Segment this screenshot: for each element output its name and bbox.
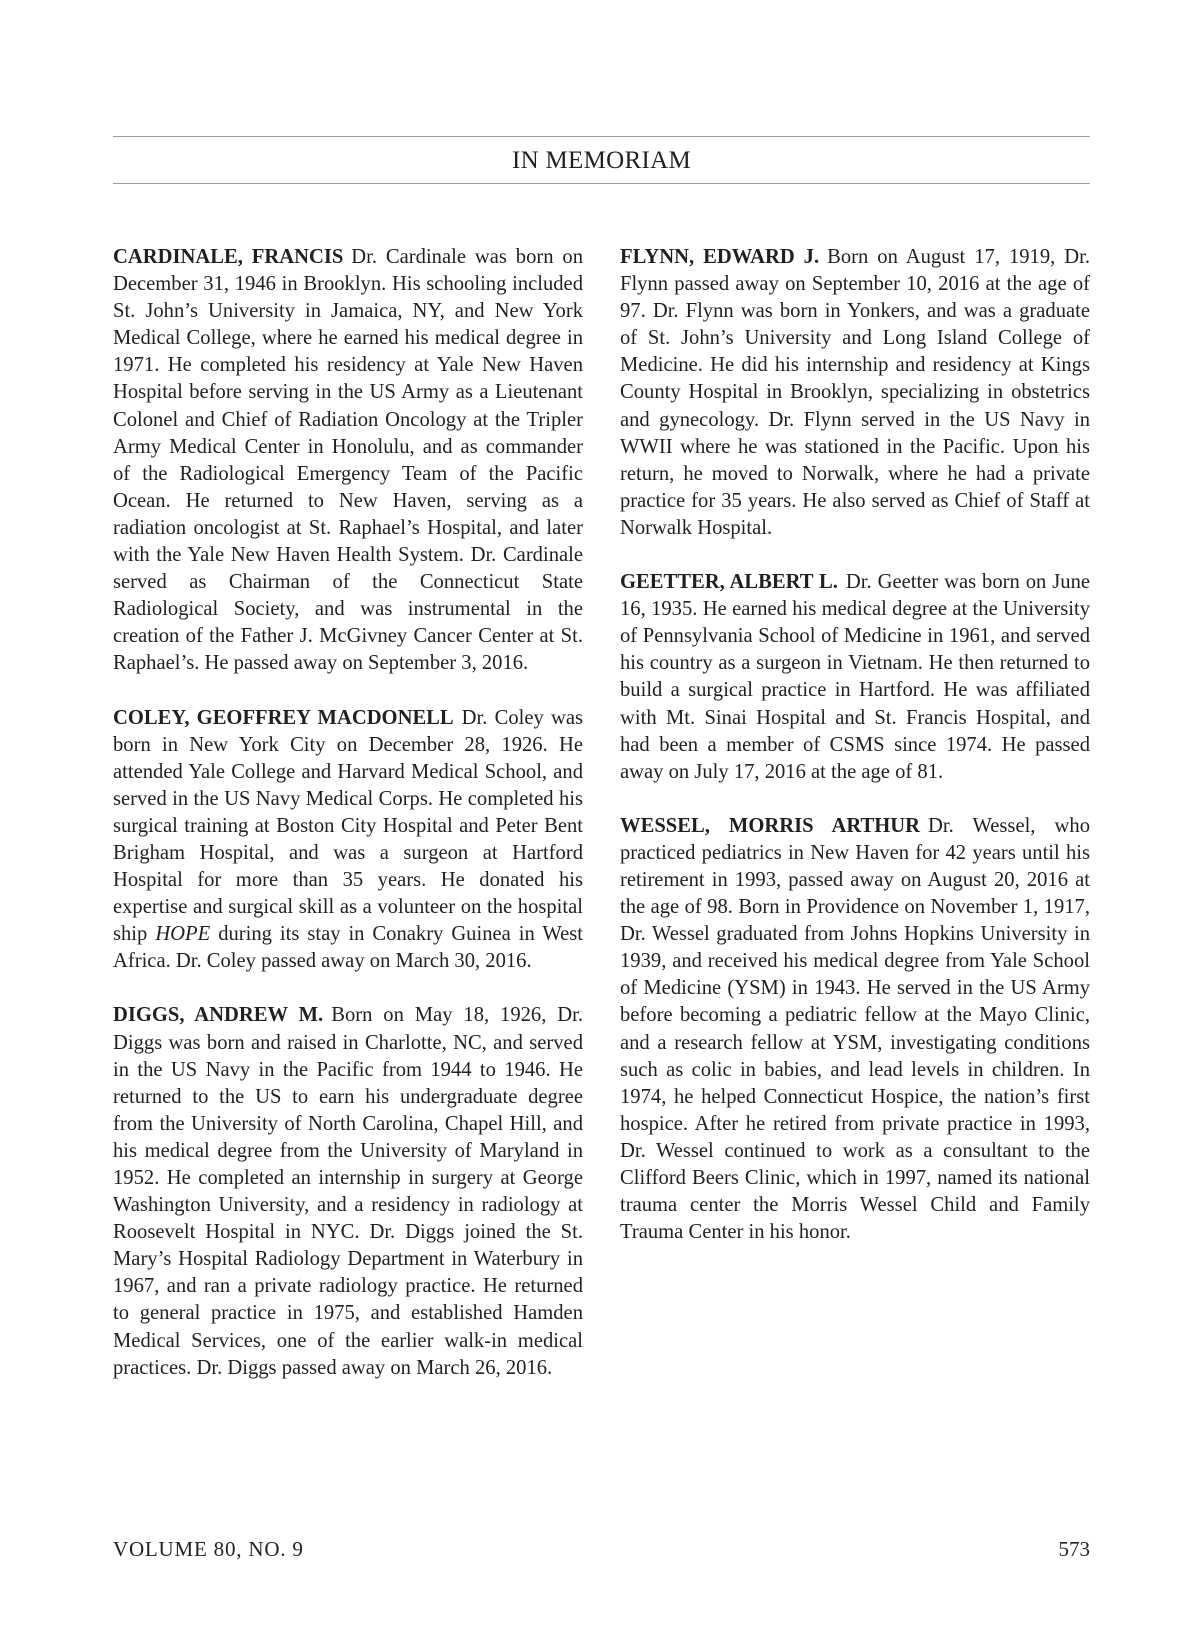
obituary-text-continued: during its stay in Conakry Guinea in West Africa. Dr. Coley passed away on March 30, 2016. bbox=[113, 923, 584, 973]
obituary-text: Dr. Coley was born in New York City on December 28, 1926. He attended Yale College and Harvard Medical School, and served in the US Navy Medical Corps. He completed his surgical training at Boston City Hospital and Peter Bent Brigham Hospital, and was a surgeon at Hartford Hospital for more than 35 years. He donated his expertise and surgical skill as a volunteer on the hospital ship bbox=[113, 706, 583, 946]
obituary-entry-cardinale bbox=[113, 244, 583, 678]
obituary-name: DIGGS, ANDREW M. bbox=[113, 1004, 324, 1027]
obituary-name: CARDINALE, FRANCIS bbox=[113, 246, 344, 268]
obituary-name: FLYNN, EDWARD J. bbox=[620, 246, 820, 268]
obituary-entry-wessel bbox=[620, 813, 1090, 1247]
obituary-text: Dr. Cardinale was born on December 31, 1946 in Brooklyn. His schooling included St. John’s University in Jamaica, NY, and New York Medical College, where he earned his medical degree in 1971. He completed his residency at Yale New Haven Hospital before serving in the US Army as a Lieutenant Colonel and Chief of Radiation Oncology at the Tripler Army Medical Center in Honolulu, and as commander of the Radiological Emergency Team of the Pacific Ocean. He returned to New Haven, serving as a radiation oncologist at St. Raphael’s Hospital, and later with the Yale New Haven Health System. Dr. Cardinale served as Chairman of the Connecticut State Radiological Society, and was instrumental in the creation of the Father J. McGivney Cancer Center at St. Raphael’s. He passed away on September 3, 2016. bbox=[113, 246, 583, 675]
page-section-title: IN MEMORIAM bbox=[512, 147, 691, 174]
obituary-entry-flynn bbox=[620, 244, 1090, 542]
ship-name: HOPE bbox=[155, 923, 211, 946]
obituary-name: COLEY, GEOFFREY MACDONELL bbox=[113, 706, 454, 729]
right-column bbox=[620, 244, 1090, 1273]
left-column bbox=[113, 244, 583, 1409]
obituary-name: WESSEL, MORRIS ARTHUR bbox=[620, 814, 921, 837]
obituary-entry-geetter bbox=[620, 569, 1090, 786]
header-rule-bottom bbox=[113, 183, 1090, 184]
obituary-text: Born on May 18, 1926, Dr. Diggs was born and raised in Charlotte, NC, and served in the US Navy in the Pacific from 1944 to 1946. He returned to the US to earn his undergraduate degree from the University of North Carolina, Chapel Hill, and his medical degree from the University of Maryland in 1952. He completed an internship in surgery at George Washington University, and a residency in radiology at Roosevelt Hospital in NYC. Dr. Diggs joined the St. Mary’s Hospital Radiology Department in Waterbury in 1967, and ran a private radiology practice. He returned to general practice in 1975, and established Hamden Medical Services, one of the earlier walk-in medical practices. Dr. Diggs passed away on March 26, 2016. bbox=[113, 1004, 584, 1379]
page-number: 573 bbox=[1058, 1537, 1090, 1561]
header-rule-top bbox=[113, 136, 1090, 137]
footer-volume: VOLUME 80, NO. 9 bbox=[113, 1537, 304, 1561]
obituary-text: Dr. Geetter was born on June 16, 1935. He earned his medical degree at the University of Pennsylvania School of Medicine in 1961, and served his country as a surgeon in Vietnam. He then returned to build a surgical practice in Hartford. He was affiliated with Mt. Sinai Hospital and St. Francis Hospital, and had been a member of CSMS since 1974. He passed away on July 17, 2016 at the age of 81. bbox=[620, 571, 1091, 783]
obituary-text: Dr. Wessel, who practiced pediatrics in New Haven for 42 years until his retirement in 1993, passed away on August 20, 2016 at the age of 98. Born in Providence on November 1, 1917, Dr. Wessel graduated from Johns Hopkins University in 1939, and received his medical degree from Yale School of Medicine (YSM) in 1943. He served in the US Army before becoming a pediatric fellow at the Mayo Clinic, and a research fellow at YSM, investigating conditions such as colic in babies, and lead levels in children. In 1974, he helped Connecticut Hospice, the nation’s first hospice. After he retired from private practice in 1993, Dr. Wessel continued to work as a consultant to the Clifford Beers Clinic, which in 1997, named its national trauma center the Morris Wessel Child and Family Trauma Center in his honor. bbox=[620, 814, 1090, 1244]
obituary-name: GEETTER, ALBERT L. bbox=[620, 571, 838, 594]
obituary-entry-diggs bbox=[113, 1002, 583, 1381]
obituary-entry-coley bbox=[113, 705, 583, 976]
obituary-text: Born on August 17, 1919, Dr. Flynn passed away on September 10, 2016 at the age of 97. Dr. Flynn was born in Yonkers, and was a graduate of St. John’s University and Long Island College of Medicine. He did his internship and residency at Kings County Hospital in Brooklyn, specializing in obstetrics and gynecology. Dr. Flynn served in the US Navy in WWII where he was stationed in the Pacific. Upon his return, he moved to Norwalk, where he had a private practice for 35 years. He also served as Chief of Staff at Norwalk Hospital. bbox=[620, 246, 1090, 539]
